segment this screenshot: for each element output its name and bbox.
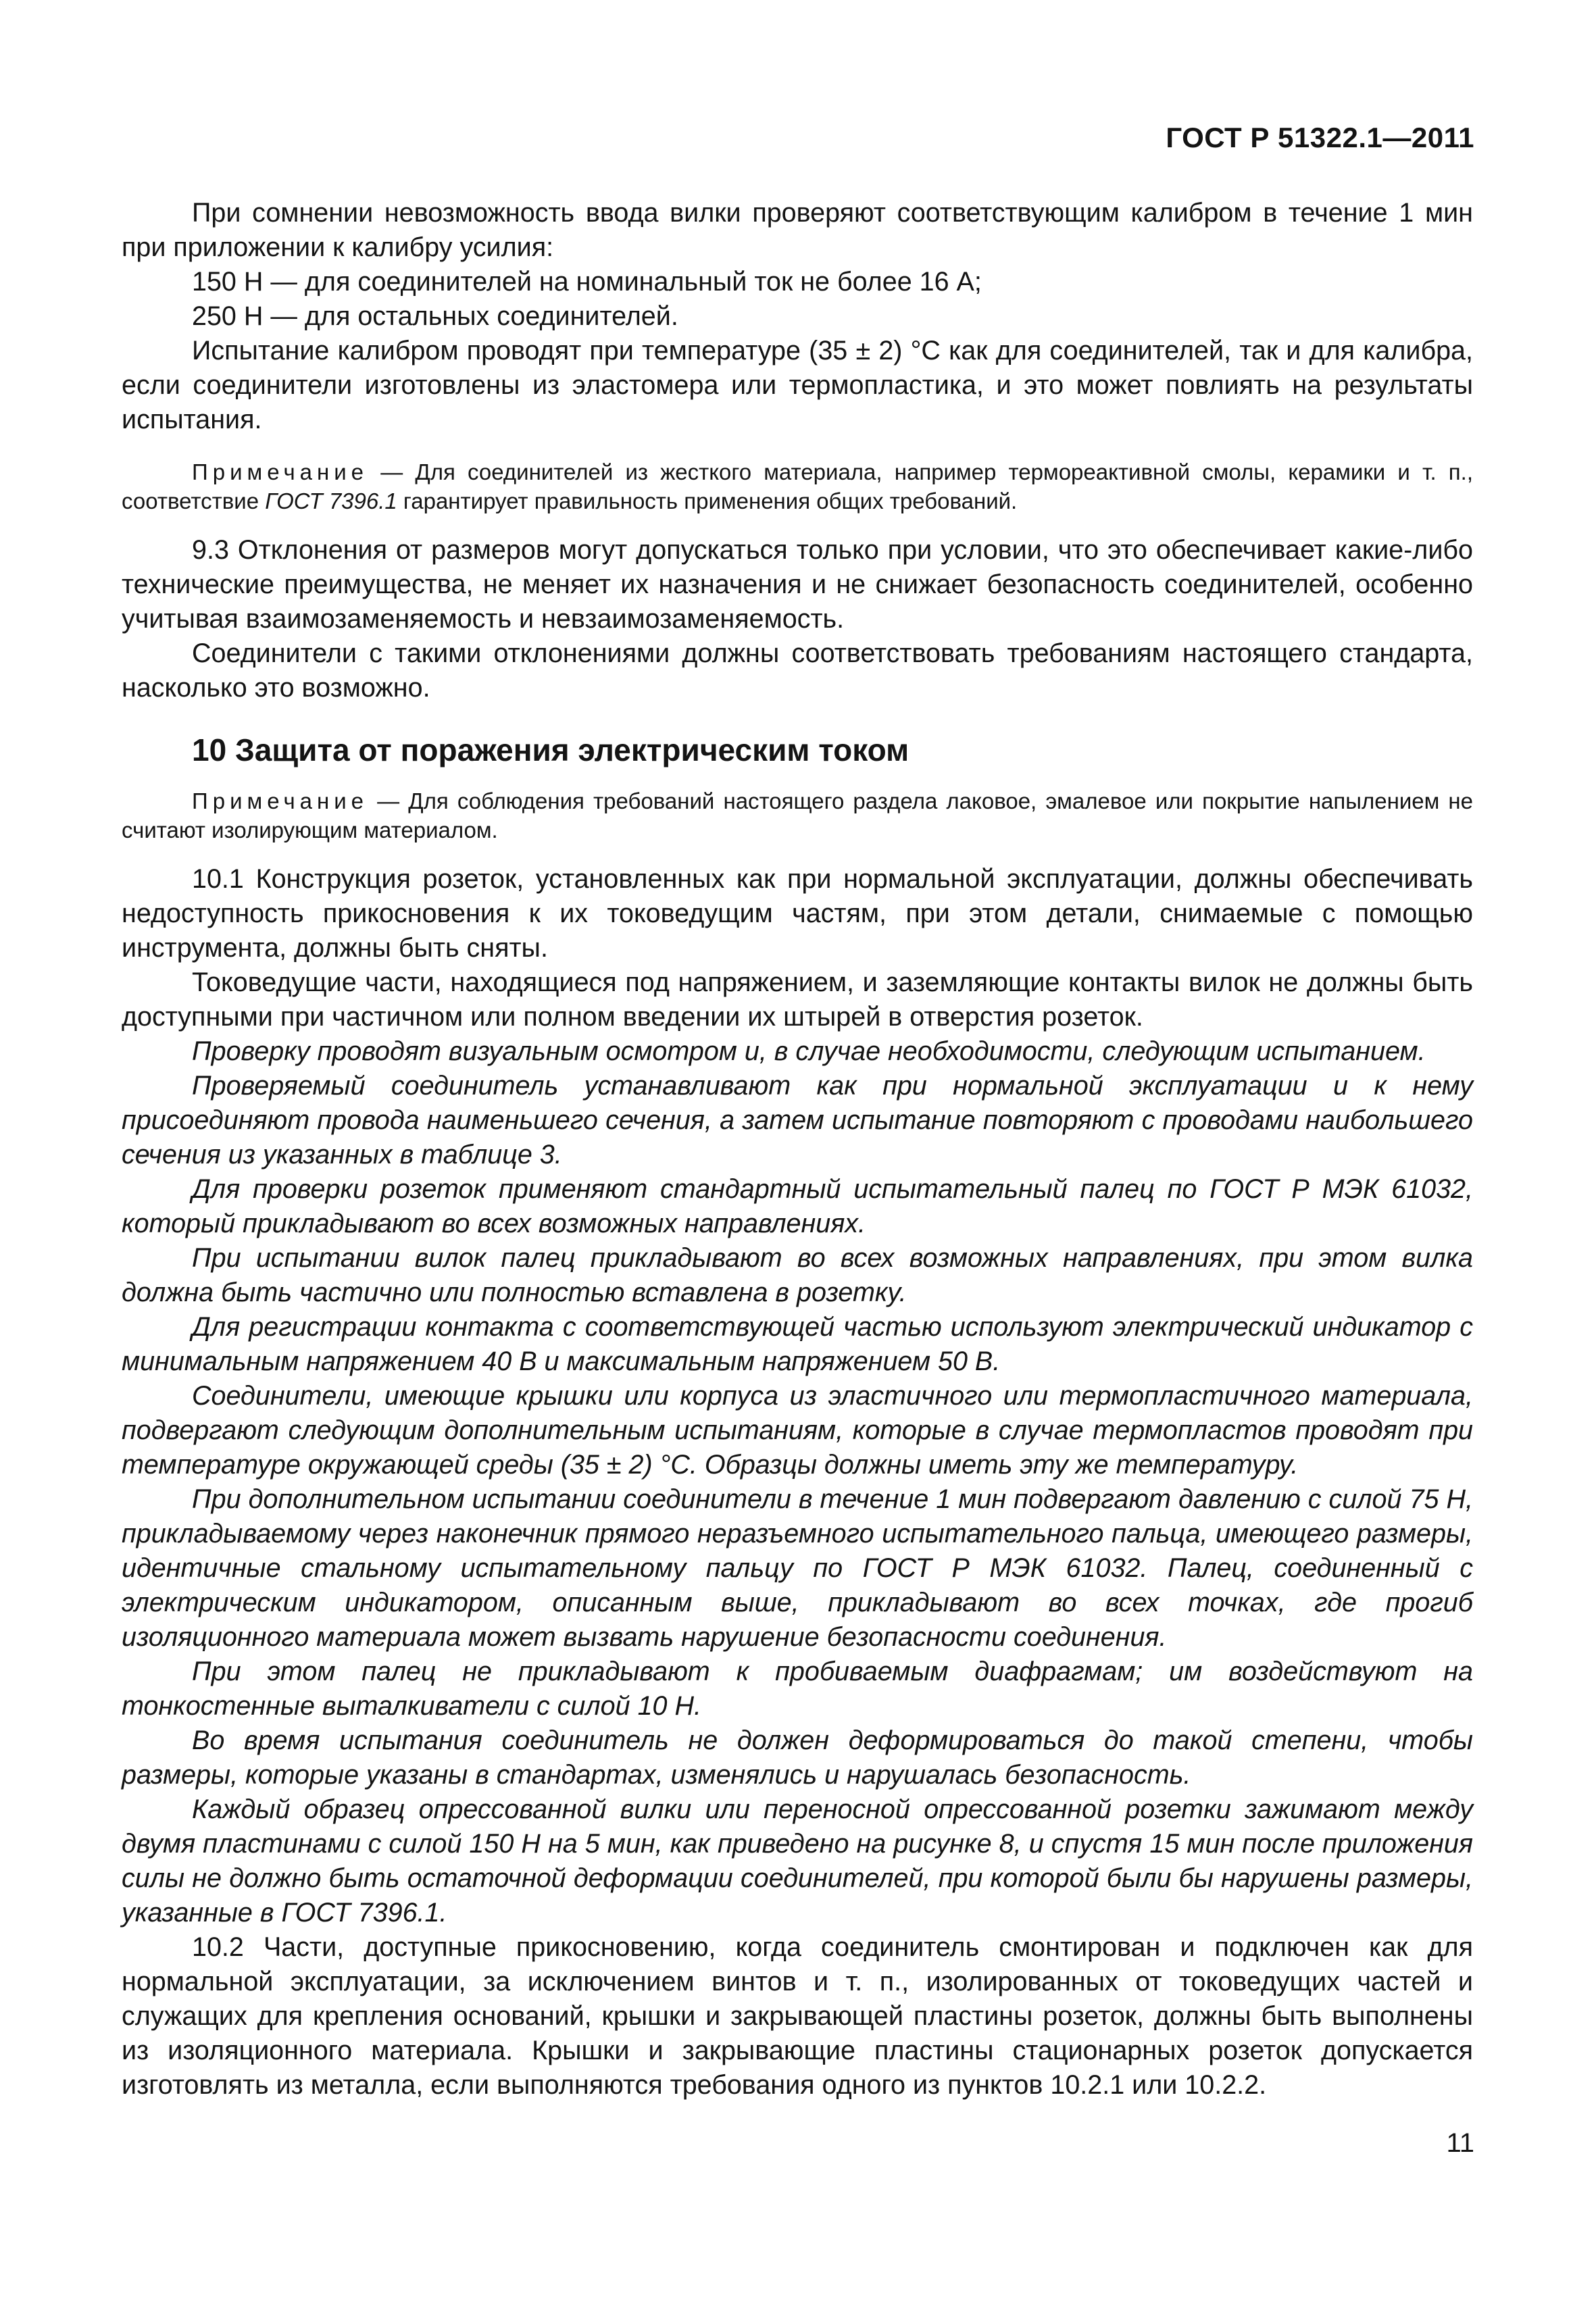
italic-paragraph: При этом палец не прикладывают к пробиваемым диафрагмам; им воздействуют на тонкостенные выталкиватели с силой 10 Н. xyxy=(122,1657,1473,1721)
italic-paragraph: Каждый образец опрессованной вилки или переносной опрессованной розетки зажимают между двумя пластинами с силой 150 Н на 5 мин, как приведено на рисунке 8, и спустя 15 мин после приложения силы не должно быть остаточной деформации соединителей, при которой были бы нарушены размеры, указанные в ГОСТ 7396.1. xyxy=(122,1794,1473,1928)
note xyxy=(122,786,1473,845)
note-text: гарантирует правильность применения общих требований. xyxy=(397,488,1018,513)
paragraph: Соединители с такими отклонениями должны соответствовать требованиям настоящего стандарта, насколько это возможно. xyxy=(122,638,1473,703)
italic-paragraph: Соединители, имеющие крышки или корпуса из эластичного или термопластичного материала, подвергают следующим дополнительным испытаниям, которые в случае термопластов проводят при температуре окружающей среды (35 ± 2) °С. Образцы должны иметь эту же температуру. xyxy=(122,1381,1473,1480)
italic-paragraph: Проверку проводят визуальным осмотром и, в случае необходимости, следующим испытанием. xyxy=(192,1036,1426,1066)
page-number: 11 xyxy=(1446,2128,1474,2158)
paragraph: 9.3 Отклонения от размеров могут допускаться только при условии, что это обеспечивает какие-либо технические преимущества, не меняет их назначения и не снижает безопасность соединителей, особенно учитывая взаимозаменяемость и невзаимозаменяемость. xyxy=(122,535,1473,634)
paragraph: 250 Н — для остальных соединителей. xyxy=(192,301,678,331)
italic-paragraph: Для регистрации контакта с соответствующей частью используют электрический индикатор с минимальным напряжением 40 В и максимальным напряжением 50 В. xyxy=(122,1312,1473,1376)
paragraph: 150 Н — для соединителей на номинальный ток не более 16 А; xyxy=(192,267,982,297)
paragraph: 10.2 Части, доступные прикосновению, когда соединитель смонтирован и подключен как для нормальной эксплуатации, за исключением винтов и т. п., изолированных от токоведущих частей и служащих для крепления оснований, крышки и закрывающей пластины розеток, должны быть выполнены из изоляционного материала. Крышки и закрывающие пластины стационарных розеток допускается изготовлять из металла, если выполняются требования одного из пунктов 10.2.1 или 10.2.2. xyxy=(122,1932,1473,2100)
note-text: — Для соединителей из жесткого материала, например термореактивной смолы, керамики и т. п., соответствие xyxy=(122,459,1473,513)
note-text: — Для соблюдения требований настоящего раздела лаковое, эмалевое или покрытие напылением не считают изолирующим материалом. xyxy=(122,788,1473,842)
note-reference: ГОСТ 7396.1 xyxy=(265,488,397,513)
document-id-header: ГОСТ Р 51322.1—2011 xyxy=(1166,122,1474,153)
note-label: Примечание xyxy=(192,788,369,813)
italic-paragraph: При дополнительном испытании соединители в течение 1 мин подвергают давлению с силой 75 Н, прикладываемому через наконечник прямого неразъемного испытательного пальца, имеющего размеры, идентичные стальному испытательному пальцу по ГОСТ Р МЭК 61032. Палец, соединенный с электрическим индикатором, описанным выше, прикладывают во всех точках, где прогиб изоляционного материала может вызвать нарушение безопасности соединения. xyxy=(122,1484,1473,1652)
note xyxy=(122,457,1473,515)
paragraph: При сомнении невозможность ввода вилки проверяют соответствующим калибром в течение 1 мин при приложении к калибру усилия: xyxy=(122,198,1473,262)
italic-paragraph: Для проверки розеток применяют стандартный испытательный палец по ГОСТ Р МЭК 61032, который прикладывают во всех возможных направлениях. xyxy=(122,1174,1473,1238)
paragraph: Токоведущие части, находящиеся под напряжением, и заземляющие контакты вилок не должны быть доступными при частичном или полном введении их штырей в отверстия розеток. xyxy=(122,967,1473,1032)
paragraph: 10.1 Конструкция розеток, установленных как при нормальной эксплуатации, должны обеспечивать недоступность прикосновения к их токоведущим частям, при этом детали, снимаемые с помощью инструмента, должны быть сняты. xyxy=(122,864,1473,963)
italic-paragraph: При испытании вилок палец прикладывают во всех возможных направлениях, при этом вилка должна быть частично или полностью вставлена в розетку. xyxy=(122,1243,1473,1307)
italic-paragraph: Проверяемый соединитель устанавливают как при нормальной эксплуатации и к нему присоединяют провода наименьшего сечения, а затем испытание повторяют с проводами наибольшего сечения из указанных в таблице 3. xyxy=(122,1071,1473,1169)
paragraph: Испытание калибром проводят при температуре (35 ± 2) °С как для соединителей, так и для калибра, если соединители изготовлены из эластомера или термопластика, и это может повлиять на результаты испытания. xyxy=(122,336,1473,434)
italic-paragraph: Во время испытания соединитель не должен деформироваться до такой степени, чтобы размеры, которые указаны в стандартах, изменялись и нарушалась безопасность. xyxy=(122,1726,1473,1790)
note-label: Примечание xyxy=(192,459,369,484)
document-body xyxy=(122,196,1473,2103)
section-heading: 10 Защита от поражения электрическим током xyxy=(192,732,909,768)
